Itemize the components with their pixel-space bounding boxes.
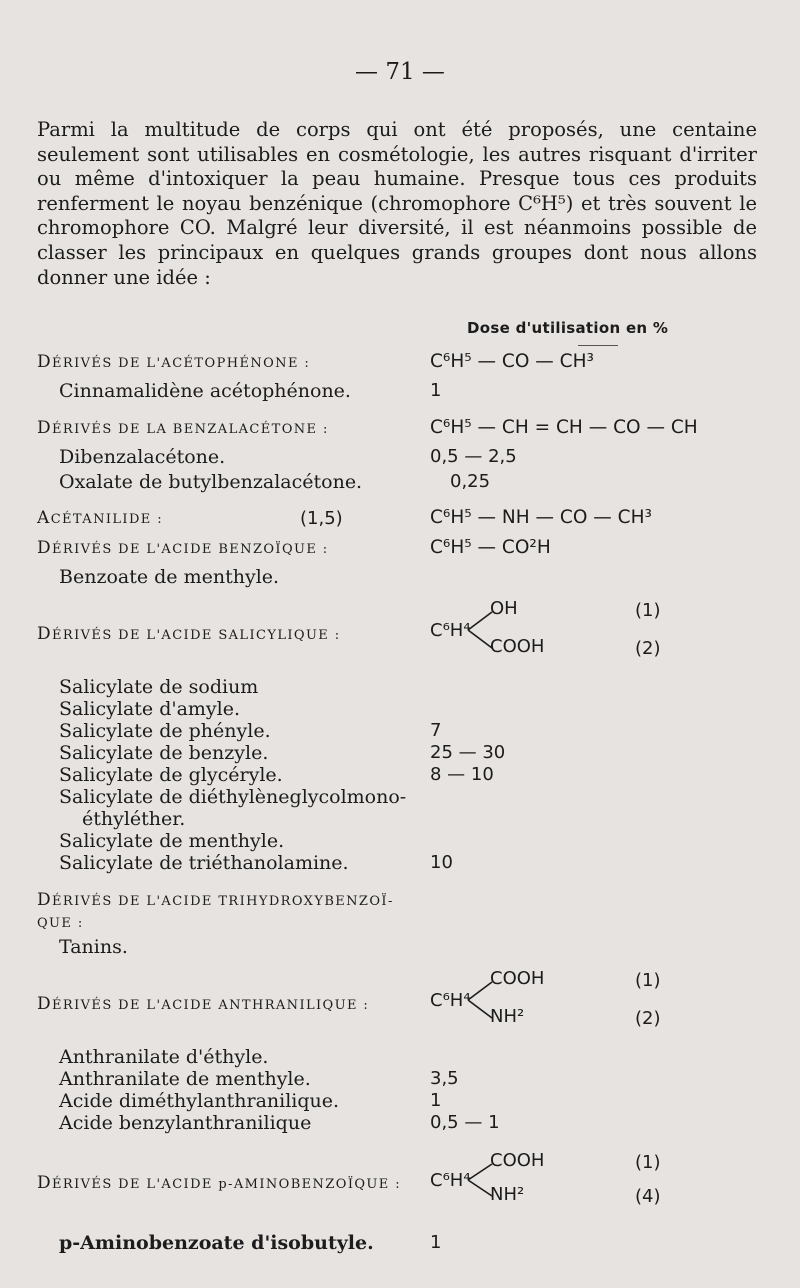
section-acetanilide: ACÉTANILIDE : xyxy=(37,508,163,528)
section-trihydroxybenzoique-cont: QUE : xyxy=(37,916,84,931)
item-salicylate-glyceryle: Salicylate de glycéryle. xyxy=(59,764,283,786)
dose-aminobenzoate-isobutyle: 1 xyxy=(430,1232,442,1253)
item-salicylate-sodium: Salicylate de sodium xyxy=(59,676,259,698)
dose-cinnamalidene: 1 xyxy=(430,380,442,401)
item-salicylate-amyle: Salicylate d'amyle. xyxy=(59,698,241,720)
formula-benzalacetone: C⁶H⁵ — CH = CH — CO — CH xyxy=(430,417,698,438)
intro-paragraph: Parmi la multitude de corps qui ont été proposés, une centaine seulement sont utilisables en cosmétologie, les autres risquant d'irriter ou même d'intoxiquer la peau humaine. Presque tous ces produits renferment le noyau benzénique (chromophore C⁶H⁵) et très souvent le chromophore CO. Malgré leur diversité, il est néanmoins possible de classer les principaux en quelques grands groupes dont nous allons donner une idée : xyxy=(37,118,757,289)
dose-column-header: Dose d'utilisation en % xyxy=(467,319,669,337)
item-salicylate-menthyle: Salicylate de menthyle. xyxy=(59,830,285,852)
item-salicylate-benzyle: Salicylate de benzyle. xyxy=(59,742,269,764)
item-acide-benzylanthranilique: Acide benzylanthranilique xyxy=(59,1112,312,1134)
dose-acetanilide: (1,5) xyxy=(300,508,343,529)
item-dibenzalacetone: Dibenzalacétone. xyxy=(59,446,226,468)
section-anthranilique: DÉRIVÉS DE L'ACIDE ANTHRANILIQUE : xyxy=(37,994,370,1014)
item-salicylate-phenyle: Salicylate de phényle. xyxy=(59,720,271,742)
dose-salicylate-triethanolamine: 10 xyxy=(430,852,453,873)
item-benzoate-menthyle: Benzoate de menthyle. xyxy=(59,566,280,588)
item-anthranilate-menthyle: Anthranilate de menthyle. xyxy=(59,1068,311,1090)
formula-acetophenone: C⁶H⁵ — CO — CH³ xyxy=(430,351,594,372)
formula-acetanilide: C⁶H⁵ — NH — CO — CH³ xyxy=(430,507,652,528)
section-aminobenzoique: DÉRIVÉS DE L'ACIDE p-AMINOBENZOÏQUE : xyxy=(37,1173,401,1193)
section-salicylique: DÉRIVÉS DE L'ACIDE SALICYLIQUE : xyxy=(37,624,341,644)
dose-salicylate-benzyle: 25 — 30 xyxy=(430,742,506,763)
item-tanins: Tanins. xyxy=(59,936,128,958)
dose-acide-dimethylanthranilique: 1 xyxy=(430,1090,442,1111)
dose-dibenzalacetone: 0,5 — 2,5 xyxy=(430,446,517,467)
dose-salicylate-phenyle: 7 xyxy=(430,720,442,741)
section-benzoique: DÉRIVÉS DE L'ACIDE BENZOÏQUE : xyxy=(37,538,329,558)
dose-anthranilate-menthyle: 3,5 xyxy=(430,1068,459,1089)
item-oxalate-butylbenzalacetone: Oxalate de butylbenzalacétone. xyxy=(59,471,363,493)
section-acetophenone: DÉRIVÉS DE L'ACÉTOPHÉNONE : xyxy=(37,352,311,372)
item-salicylate-diethyleneglycol-cont: éthyléther. xyxy=(82,808,186,830)
item-salicylate-diethyleneglycol: Salicylate de diéthylèneglycolmono- xyxy=(59,786,407,808)
item-anthranilate-ethyle: Anthranilate d'éthyle. xyxy=(59,1046,269,1068)
section-trihydroxybenzoique: DÉRIVÉS DE L'ACIDE TRIHYDROXYBENZOÏ- xyxy=(37,890,394,910)
dose-salicylate-glyceryle: 8 — 10 xyxy=(430,764,494,785)
item-acide-dimethylanthranilique: Acide diméthylanthranilique. xyxy=(59,1090,340,1112)
section-benzalacetone: DÉRIVÉS DE LA BENZALACÉTONE : xyxy=(37,418,329,438)
dose-acide-benzylanthranilique: 0,5 — 1 xyxy=(430,1112,500,1133)
item-cinnamalidene: Cinnamalidène acétophénone. xyxy=(59,380,351,402)
item-aminobenzoate-isobutyle: p-Aminobenzoate d'isobutyle. xyxy=(59,1232,374,1254)
page-number: — 71 — xyxy=(355,59,445,85)
header-rule xyxy=(578,345,618,346)
formula-benzoique: C⁶H⁵ — CO²H xyxy=(430,537,551,558)
item-salicylate-triethanolamine: Salicylate de triéthanolamine. xyxy=(59,852,349,874)
dose-oxalate-butylbenzalacetone: 0,25 xyxy=(450,471,491,492)
